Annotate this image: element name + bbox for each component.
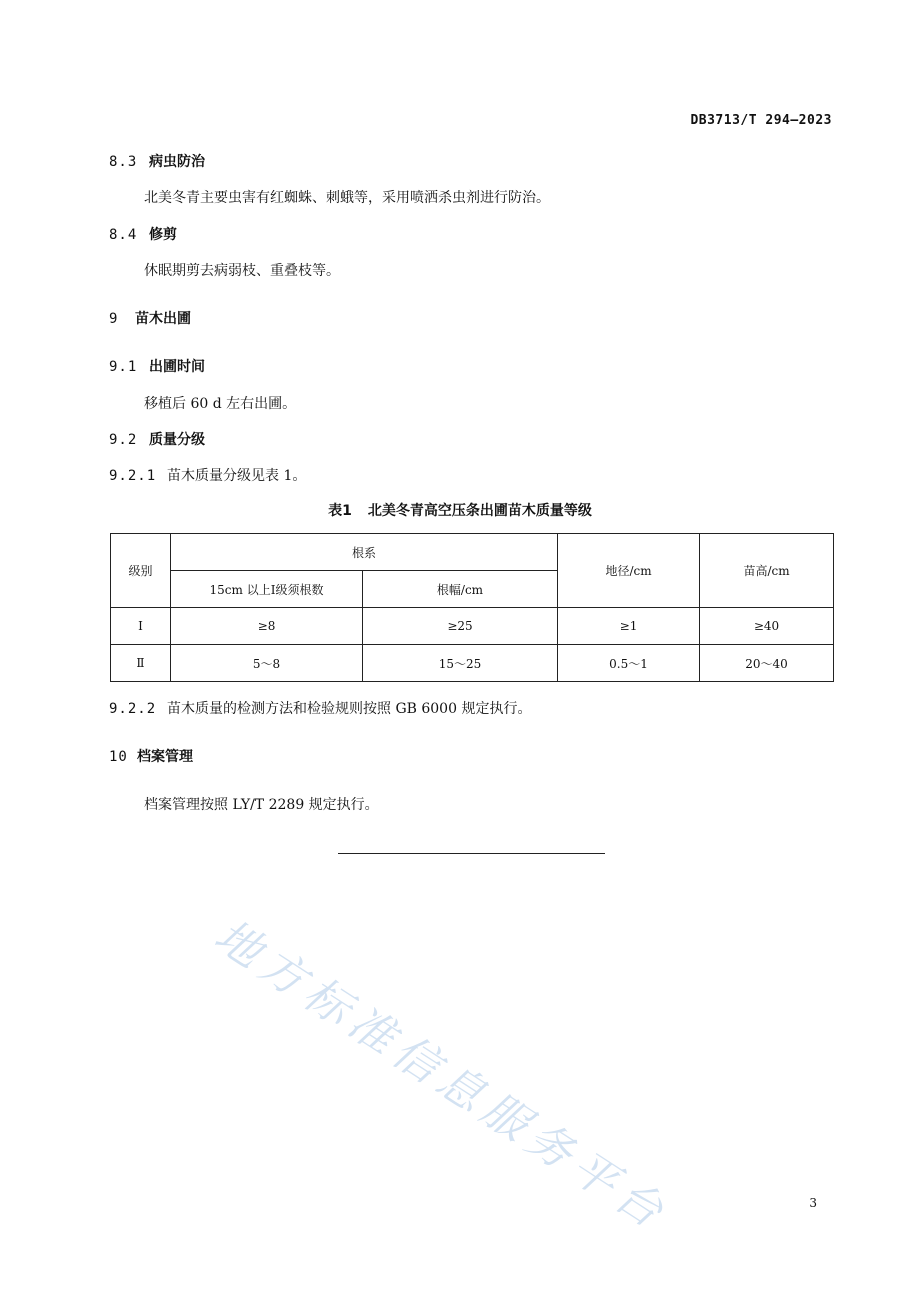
header-ground-diameter: 地径/cm [558,534,700,608]
header-fine-roots: 15cm 以上Ⅰ级须根数 [171,571,363,608]
paragraph-9-1: 移植后 60 d 左右出圃。 [144,396,297,412]
watermark: 地方标准信息服务平台 [205,908,679,1242]
section-number: 10 [109,749,128,765]
cell-ground-diameter: 0.5～1 [558,645,700,682]
cell-grade: Ⅰ [111,608,171,645]
quality-grade-table [110,533,834,682]
section-number: 8.3 [109,154,138,170]
section-title: 出圃时间 [149,359,205,375]
section-title: 档案管理 [137,749,193,765]
standard-number: DB3713/T 294—2023 [690,113,832,128]
paragraph-text: 苗木质量的检测方法和检验规则按照 GB 6000 规定执行。 [167,701,532,717]
paragraph-8-4: 休眠期剪去病弱枝、重叠枝等。 [144,263,340,279]
header-grade: 级别 [111,534,171,608]
cell-height: 20～40 [700,645,834,682]
section-number: 8.4 [109,227,138,243]
section-title: 质量分级 [149,432,205,448]
section-heading-8-4 [109,224,177,244]
cell-root-width: ≥25 [363,608,558,645]
table-row [111,645,834,682]
header-root-width: 根幅/cm [363,571,558,608]
cell-fine-roots: ≥8 [171,608,363,645]
section-title: 苗木出圃 [135,311,191,327]
section-number: 9.2 [109,432,138,448]
paragraph-text: 苗木质量分级见表 1。 [167,468,307,484]
section-number: 9.2.2 [109,701,157,717]
paragraph-8-3: 北美冬青主要虫害有红蜘蛛、刺蛾等，采用喷洒杀虫剂进行防治。 [144,190,550,206]
cell-ground-diameter: ≥1 [558,608,700,645]
table-caption: 北美冬青高空压条出圃苗木质量等级 [367,503,592,519]
cell-root-width: 15～25 [363,645,558,682]
header-root-system: 根系 [171,534,558,571]
paragraph-9-2-1 [109,465,306,485]
cell-height: ≥40 [700,608,834,645]
section-heading-9-1 [109,356,205,376]
section-number: 9.2.1 [109,468,157,484]
section-heading-10 [109,746,193,766]
section-heading-8-3 [109,151,205,171]
table-number: 表1 [328,503,352,519]
section-number: 9 [109,311,119,327]
cell-fine-roots: 5～8 [171,645,363,682]
page-number: 3 [809,1196,817,1210]
paragraph-10: 档案管理按照 LY/T 2289 规定执行。 [144,797,379,813]
section-heading-9 [109,308,191,328]
table-title [0,500,920,520]
section-title: 病虫防治 [149,154,205,170]
end-divider [338,853,605,854]
cell-grade: Ⅱ [111,645,171,682]
section-heading-9-2 [109,429,205,449]
paragraph-9-2-2 [109,698,531,718]
section-title: 修剪 [149,227,177,243]
table-row [111,608,834,645]
header-height: 苗高/cm [700,534,834,608]
section-number: 9.1 [109,359,138,375]
